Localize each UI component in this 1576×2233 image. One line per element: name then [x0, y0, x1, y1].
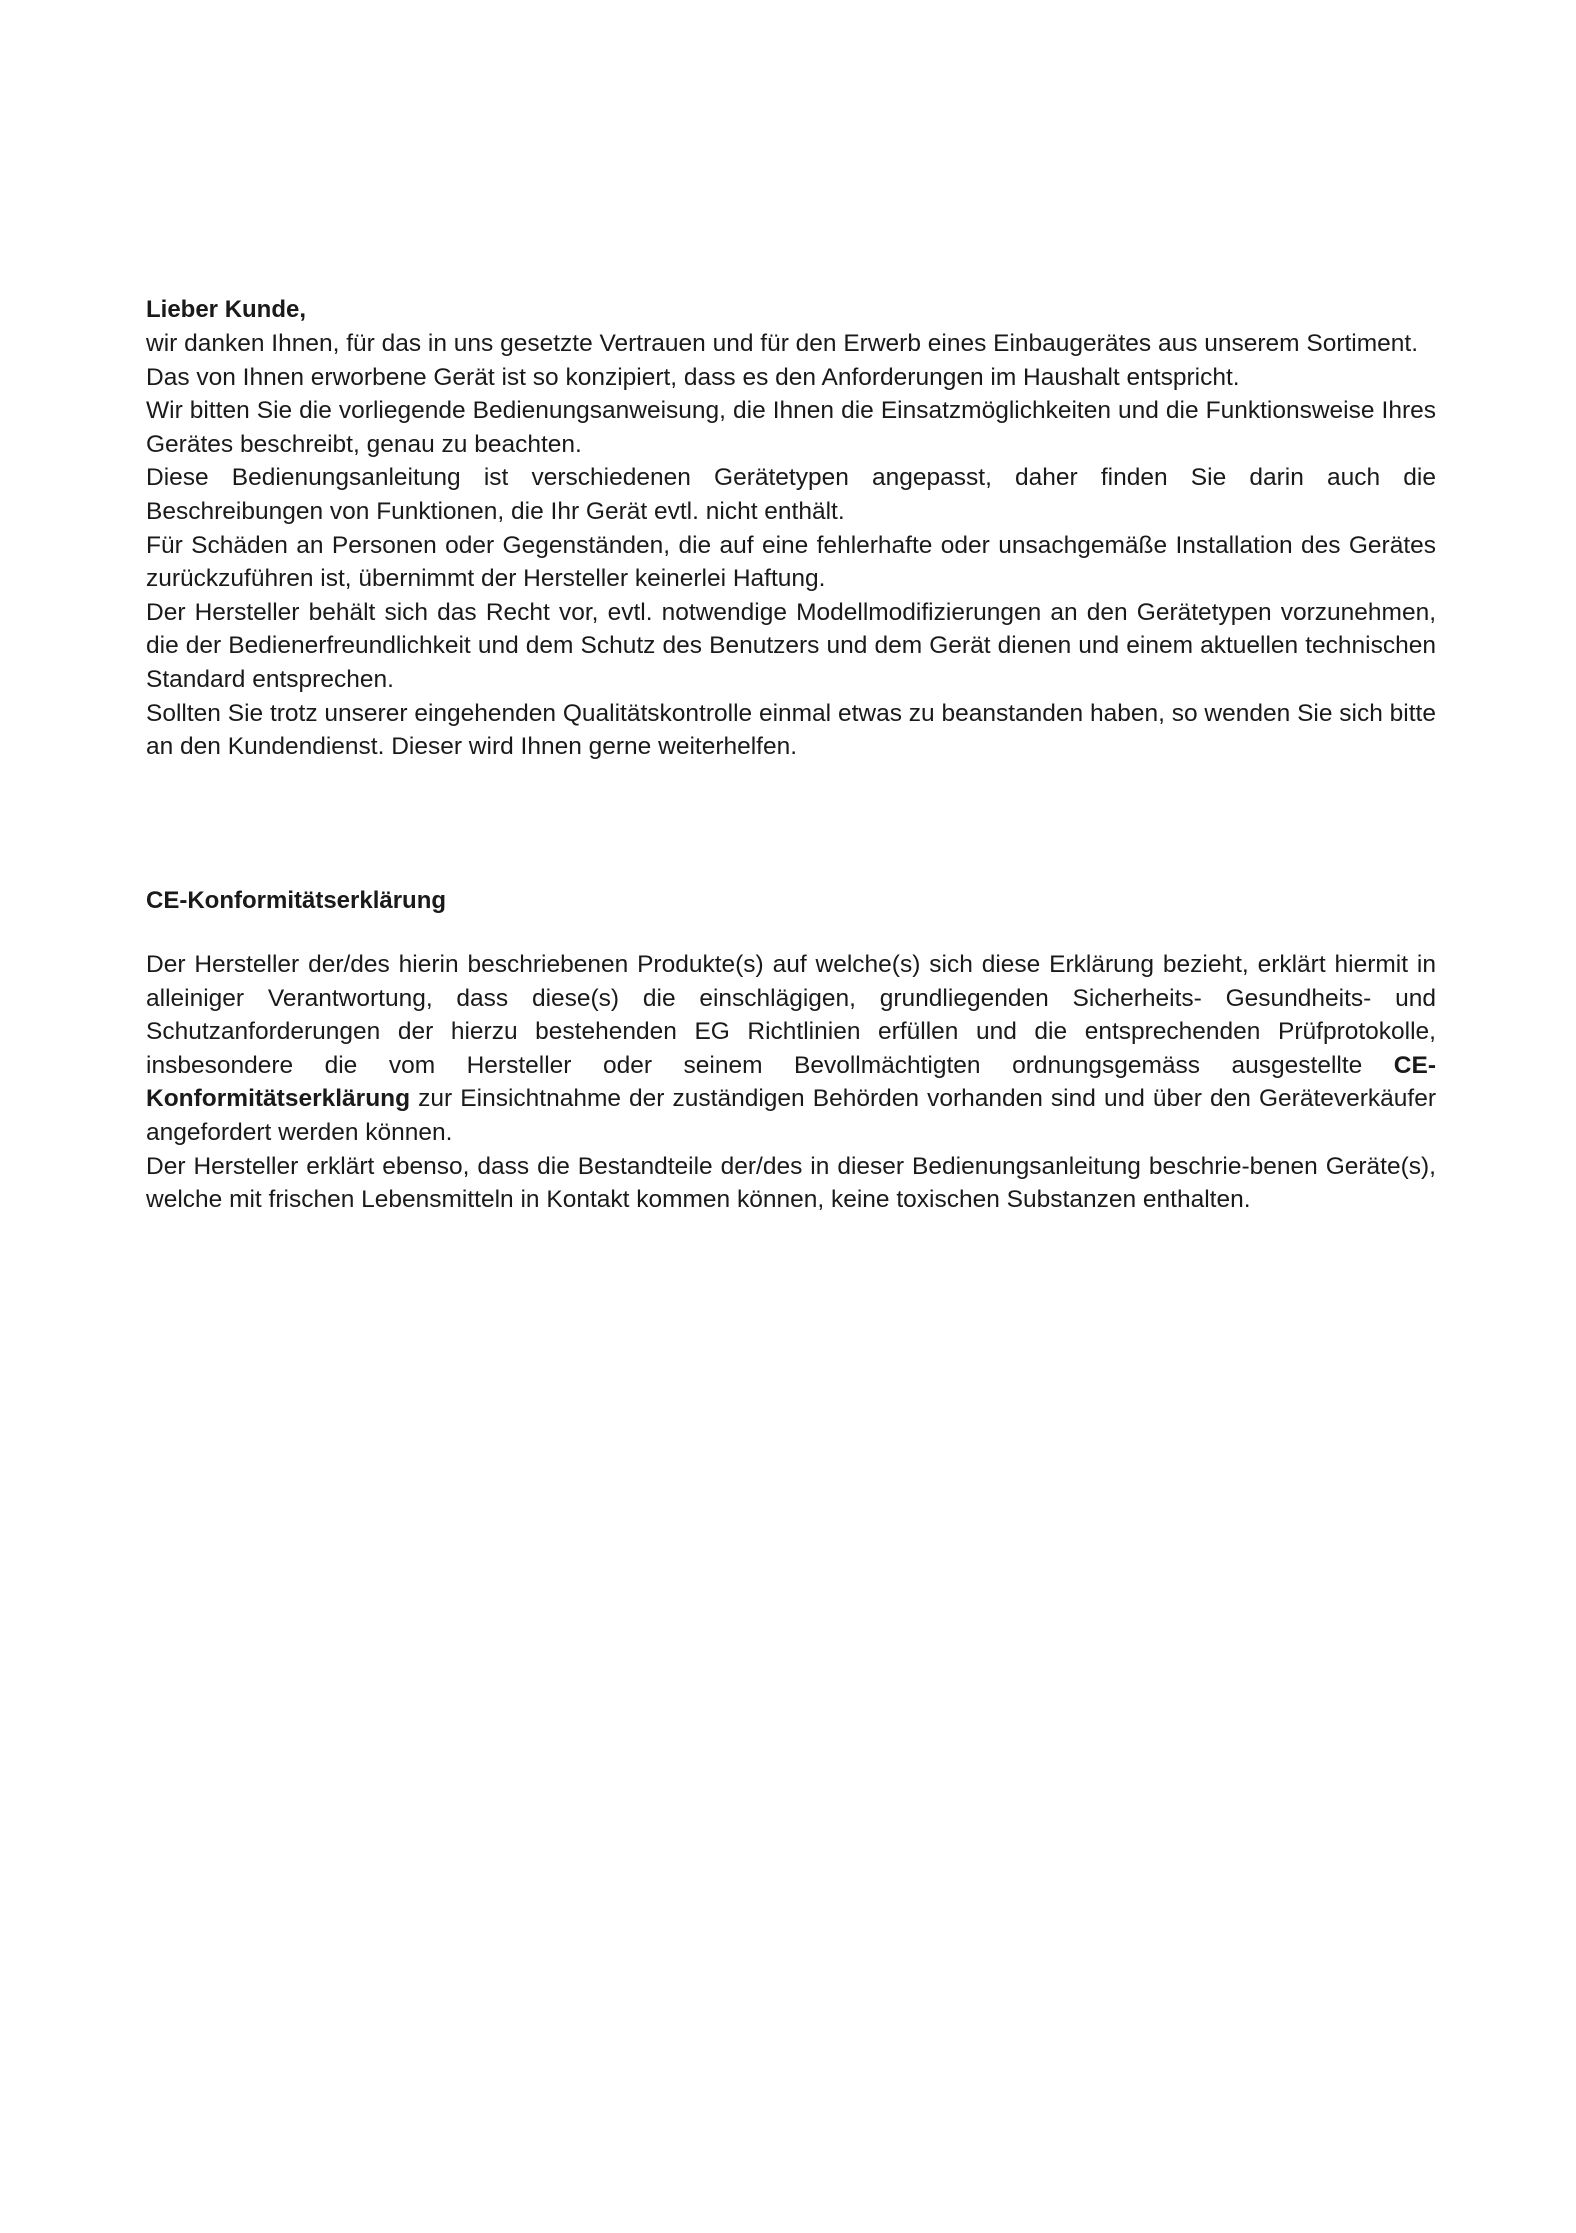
ce-paragraph	[146, 948, 1436, 1150]
intro-paragraph: Wir bitten Sie die vorliegende Bedienungsanweisung, die Ihnen die Einsatzmöglichkeiten und die Funktionsweise Ihres Gerätes beschreibt, genau zu beachten.	[146, 397, 1436, 458]
intro-section	[146, 327, 1436, 764]
ce-declaration-heading: CE-Konformitätserklärung	[146, 887, 447, 914]
intro-paragraph: Diese Bedienungsanleitung ist verschiedenen Gerätetypen angepasst, daher finden Sie darin auch die Beschreibungen von Funktionen, die Ihr Gerät evtl. nicht enthält.	[146, 464, 1436, 525]
ce-declaration-section	[146, 948, 1436, 1217]
ce-text-before: Der Hersteller der/des hierin beschriebenen Produkte(s) auf welche(s) sich diese Erklärung bezieht, erklärt hiermit in alleiniger Verantwortung, dass diese(s) die einschlägigen, grundliegenden Sicherheits- Gesundheits- und Schutzanforderungen der hierzu bestehenden EG Richtlinien erfüllen und die entsprechenden Prüfprotokolle, insbesondere die vom Hersteller oder seinem Bevollmächtigten ordnungsgemäss ausgestellte	[146, 951, 1436, 1079]
intro-paragraph: Sollten Sie trotz unserer eingehenden Qualitätskontrolle einmal etwas zu beanstanden haben, so wenden Sie sich bitte an den Kundendienst. Dieser wird Ihnen gerne weiterhelfen.	[146, 699, 1436, 761]
ce-text-after: zur Einsichtnahme der zuständigen Behörden vorhanden sind und über den Geräteverkäufer angefordert werden können.	[146, 1085, 1436, 1146]
intro-paragraph: Das von Ihnen erworbene Gerät ist so konzipiert, dass es den Anforderungen im Haushalt entspricht.	[146, 363, 1240, 391]
intro-paragraph: Für Schäden an Personen oder Gegenständen, die auf eine fehlerhafte oder unsachgemäße Installation des Gerätes zurückzuführen ist, übernimmt der Hersteller keinerlei Haftung.	[146, 531, 1436, 593]
greeting-heading: Lieber Kunde,	[146, 296, 307, 323]
intro-paragraph: Der Hersteller behält sich das Recht vor, evtl. notwendige Modellmodifizierungen an den Gerätetypen vorzunehmen, die der Bedienerfreundlichkeit und dem Schutz des Benutzers und dem Gerät dienen und einem aktuellen technischen Standard entsprechen.	[146, 598, 1436, 693]
ce-paragraph: Der Hersteller erklärt ebenso, dass die Bestandteile der/des in dieser Bedienungsanleitung beschrie-benen Geräte(s), welche mit frischen Lebensmitteln in Kontakt kommen können, keine toxischen Substanzen enthalten.	[146, 1152, 1436, 1214]
intro-paragraph: wir danken Ihnen, für das in uns gesetzte Vertrauen und für den Erwerb eines Einbaugerätes aus unserem Sortiment.	[146, 330, 1419, 357]
ce-bold-term: CE-Konformitätserklärung	[146, 1051, 1436, 1113]
